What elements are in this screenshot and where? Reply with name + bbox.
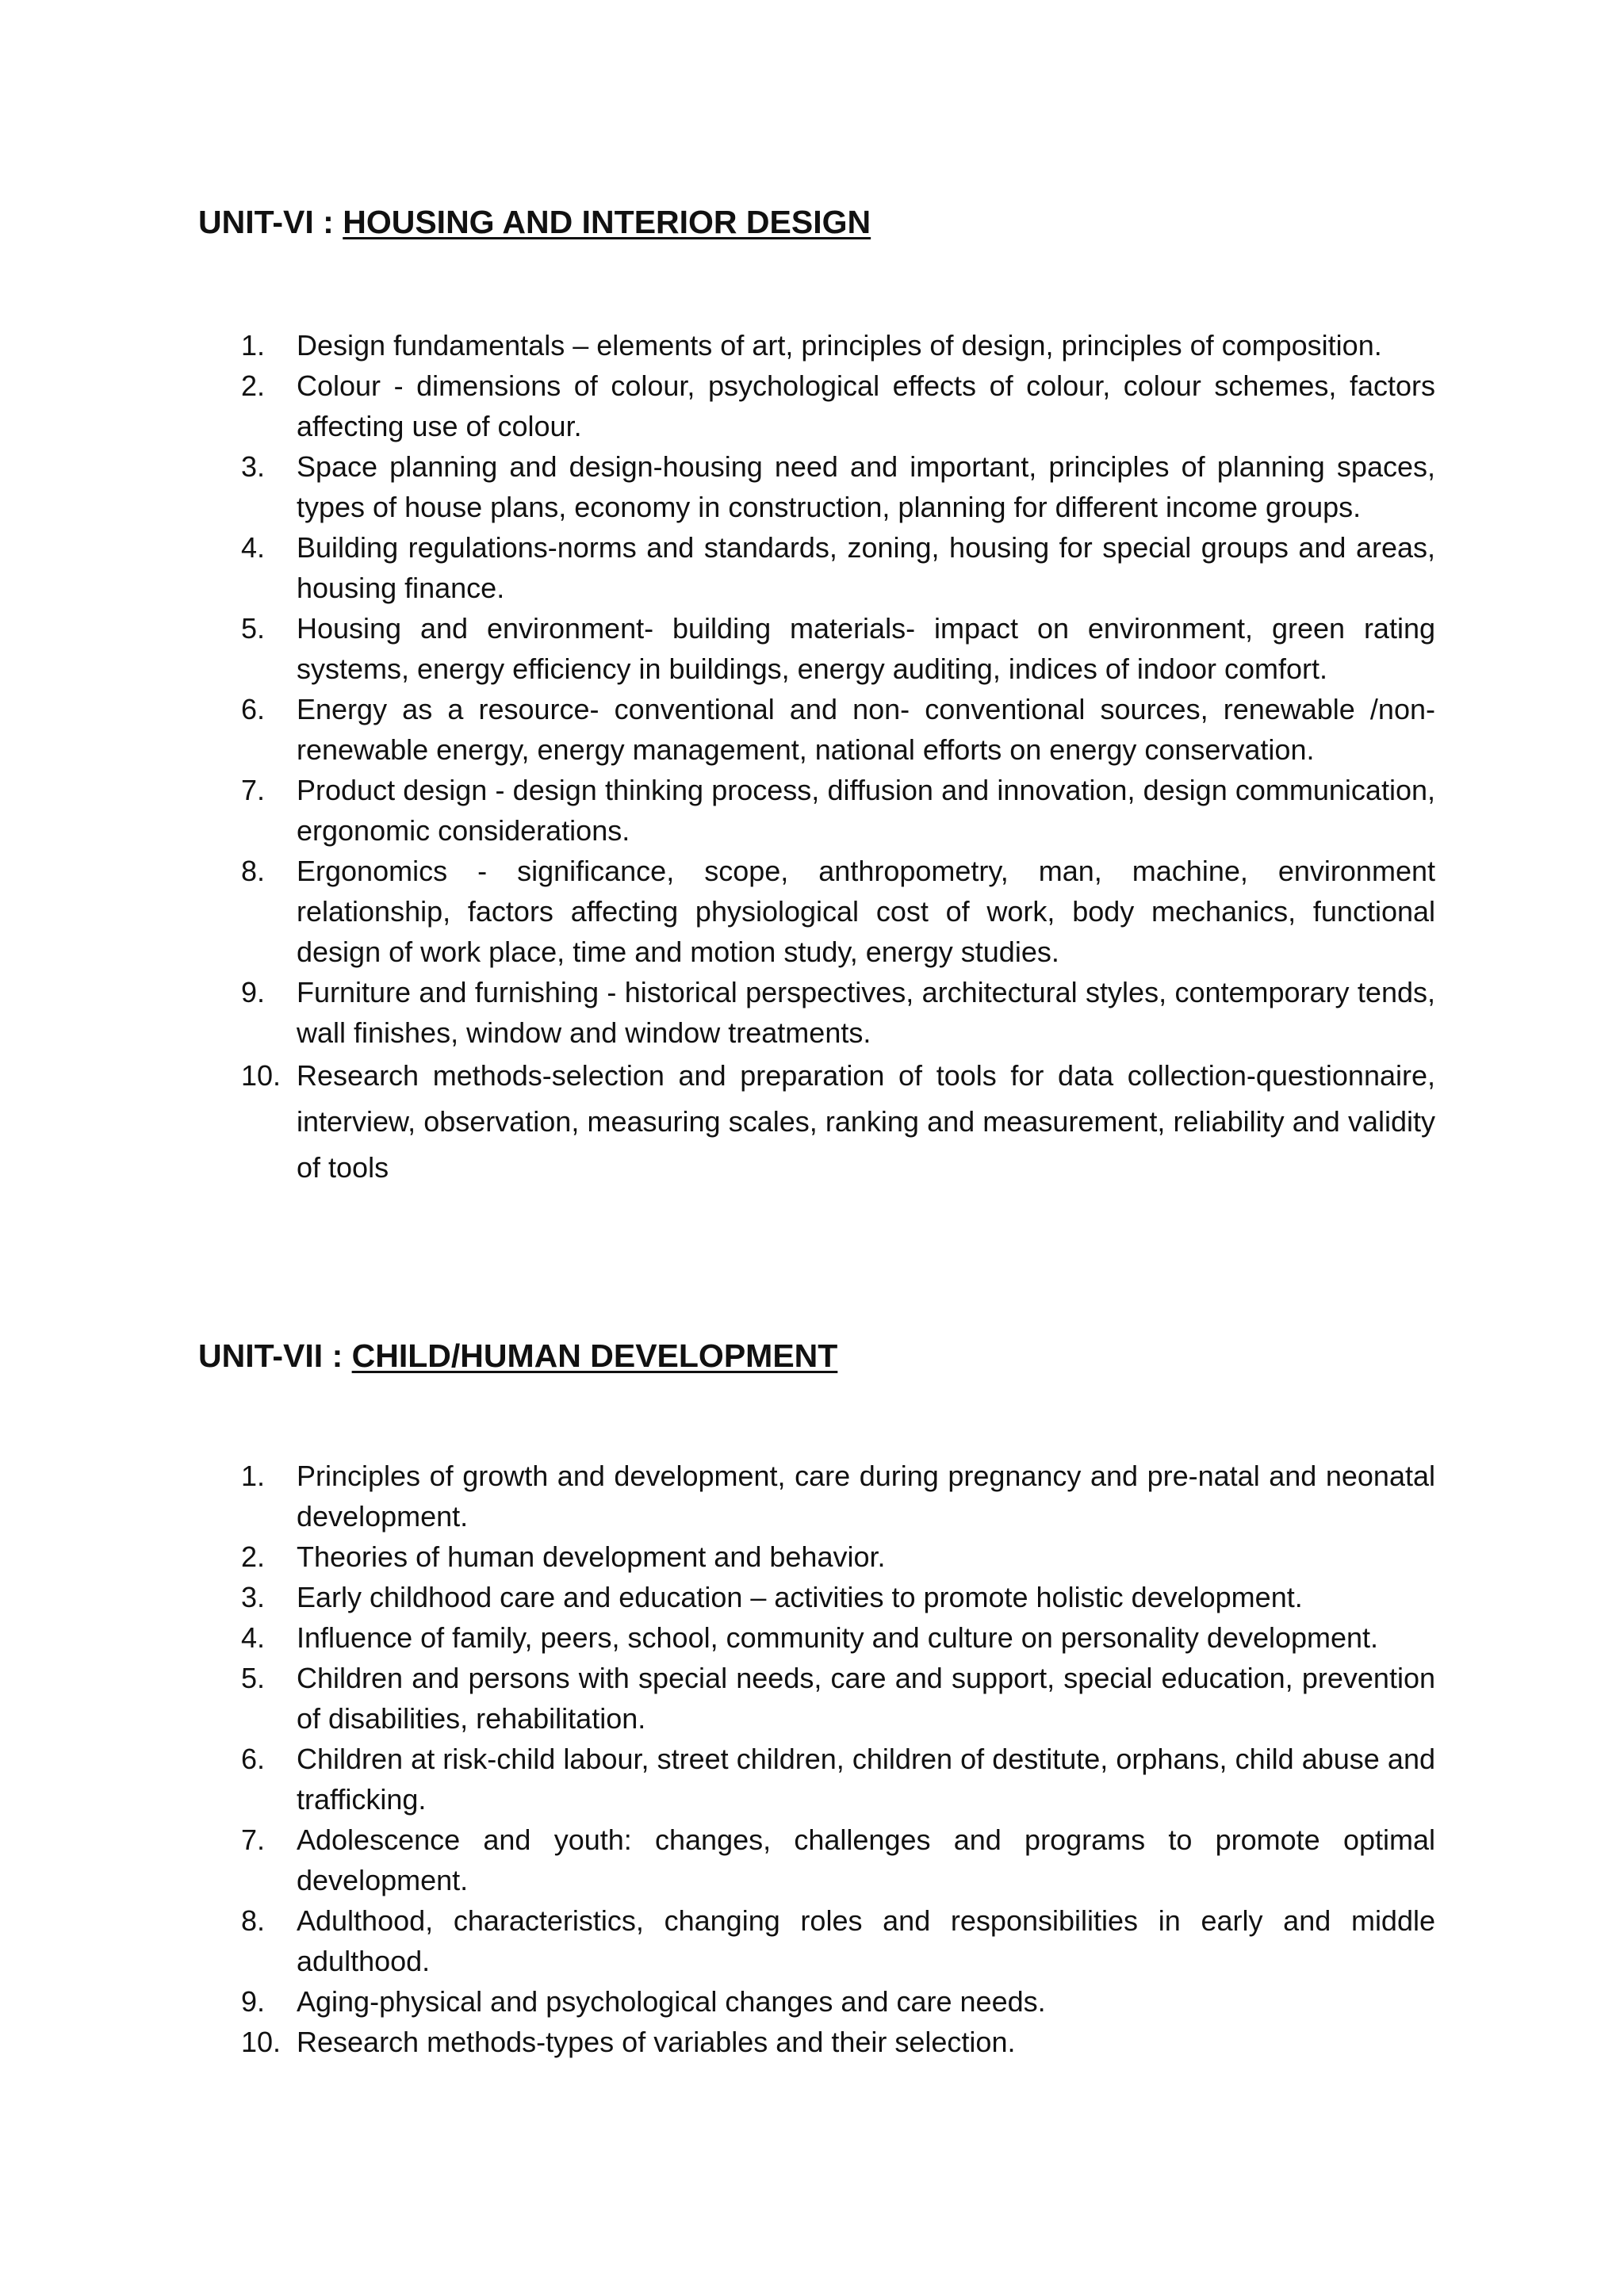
item-number: 10. xyxy=(241,1059,282,1092)
list-item xyxy=(198,1658,1435,1739)
list-item xyxy=(198,689,1435,770)
unit-vii-label: UNIT-VII : xyxy=(198,1337,352,1374)
list-item xyxy=(198,770,1435,851)
item-number: 4. xyxy=(241,1621,266,1654)
item-number: 7. xyxy=(241,774,266,806)
item-text: Research methods-types of variables and their selection. xyxy=(297,2026,1016,2058)
item-text: Children at risk-child labour, street children, children of destitute, orphans, child abuse and trafficking. xyxy=(297,1743,1435,1816)
item-number: 4. xyxy=(241,531,266,564)
unit-vii-title: CHILD/HUMAN DEVELOPMENT xyxy=(351,1337,838,1374)
unit-vii-section xyxy=(198,1332,1435,2062)
list-item xyxy=(198,1456,1435,1536)
item-number: 3. xyxy=(241,1581,266,1613)
item-text: Research methods-selection and preparation of tools for data collection-questionnaire, interview, observation, measuring scales, ranking and measurement, reliability and validity of tools xyxy=(297,1059,1435,1184)
unit-vi-topic-list xyxy=(198,325,1435,1191)
item-number: 5. xyxy=(241,612,266,645)
item-text: Principles of growth and development, care during pregnancy and pre-natal and neonatal development. xyxy=(297,1460,1435,1533)
item-number: 2. xyxy=(241,1540,266,1573)
item-text: Product design - design thinking process, diffusion and innovation, design communication, ergonomic considerations. xyxy=(297,774,1435,847)
unit-vii-topic-list xyxy=(198,1456,1435,2062)
list-item xyxy=(198,851,1435,972)
list-item xyxy=(198,1536,1435,1577)
item-number: 3. xyxy=(241,450,266,483)
item-text: Adulthood, characteristics, changing roles and responsibilities in early and middle adulthood. xyxy=(297,1904,1435,1977)
item-number: 1. xyxy=(241,1460,266,1492)
item-text: Building regulations-norms and standards, zoning, housing for special groups and areas, housing finance. xyxy=(297,531,1435,604)
item-text: Ergonomics - significance, scope, anthropometry, man, machine, environment relationship, factors affecting physiological cost of work, body mechanics, functional design of work place, time and motion study, energy studies. xyxy=(297,855,1435,968)
list-item xyxy=(198,1617,1435,1658)
unit-vi-heading xyxy=(198,198,1435,246)
item-text: Colour - dimensions of colour, psychological effects of colour, colour schemes, factors affecting use of colour. xyxy=(297,369,1435,442)
list-item xyxy=(198,446,1435,527)
item-text: Space planning and design-housing need and important, principles of planning spaces, types of house plans, economy in construction, planning for different income groups. xyxy=(297,450,1435,523)
item-text: Influence of family, peers, school, community and culture on personality development. xyxy=(297,1621,1379,1654)
item-number: 10. xyxy=(241,2026,282,2058)
item-number: 9. xyxy=(241,976,266,1008)
list-item xyxy=(198,1053,1435,1191)
item-number: 6. xyxy=(241,693,266,725)
item-number: 9. xyxy=(241,1985,266,2018)
list-item xyxy=(198,527,1435,608)
item-text: Early childhood care and education – activities to promote holistic development. xyxy=(297,1581,1303,1613)
list-item xyxy=(198,608,1435,689)
list-item xyxy=(198,1577,1435,1617)
item-number: 5. xyxy=(241,1662,266,1694)
list-item xyxy=(198,1900,1435,1981)
item-number: 2. xyxy=(241,369,266,402)
item-text: Adolescence and youth: changes, challenges and programs to promote optimal development. xyxy=(297,1823,1435,1896)
item-text: Energy as a resource- conventional and non- conventional sources, renewable /non-renewable energy, energy management, national efforts on energy conservation. xyxy=(297,693,1435,766)
list-item xyxy=(198,972,1435,1053)
item-text: Housing and environment- building materials- impact on environment, green rating systems, energy efficiency in buildings, energy auditing, indices of indoor comfort. xyxy=(297,612,1435,685)
unit-vi-title: HOUSING AND INTERIOR DESIGN xyxy=(343,204,871,240)
item-text: Design fundamentals – elements of art, principles of design, principles of composition. xyxy=(297,329,1382,362)
item-text: Aging-physical and psychological changes and care needs. xyxy=(297,1985,1046,2018)
list-item xyxy=(198,1820,1435,1900)
list-item xyxy=(198,365,1435,446)
item-text: Children and persons with special needs, care and support, special education, prevention of disabilities, rehabilitation. xyxy=(297,1662,1435,1735)
item-text: Furniture and furnishing - historical perspectives, architectural styles, contemporary tends, wall finishes, window and window treatments. xyxy=(297,976,1435,1049)
item-number: 1. xyxy=(241,329,266,362)
unit-vi-label: UNIT-VI : xyxy=(198,204,343,240)
unit-vi-section xyxy=(198,198,1435,1191)
list-item xyxy=(198,1981,1435,2022)
item-number: 8. xyxy=(241,855,266,887)
item-number: 7. xyxy=(241,1823,266,1856)
list-item xyxy=(198,2022,1435,2062)
list-item xyxy=(198,1739,1435,1820)
unit-vii-heading xyxy=(198,1332,1435,1380)
item-number: 8. xyxy=(241,1904,266,1937)
list-item xyxy=(198,325,1435,365)
item-text: Theories of human development and behavior. xyxy=(297,1540,886,1573)
item-number: 6. xyxy=(241,1743,266,1775)
